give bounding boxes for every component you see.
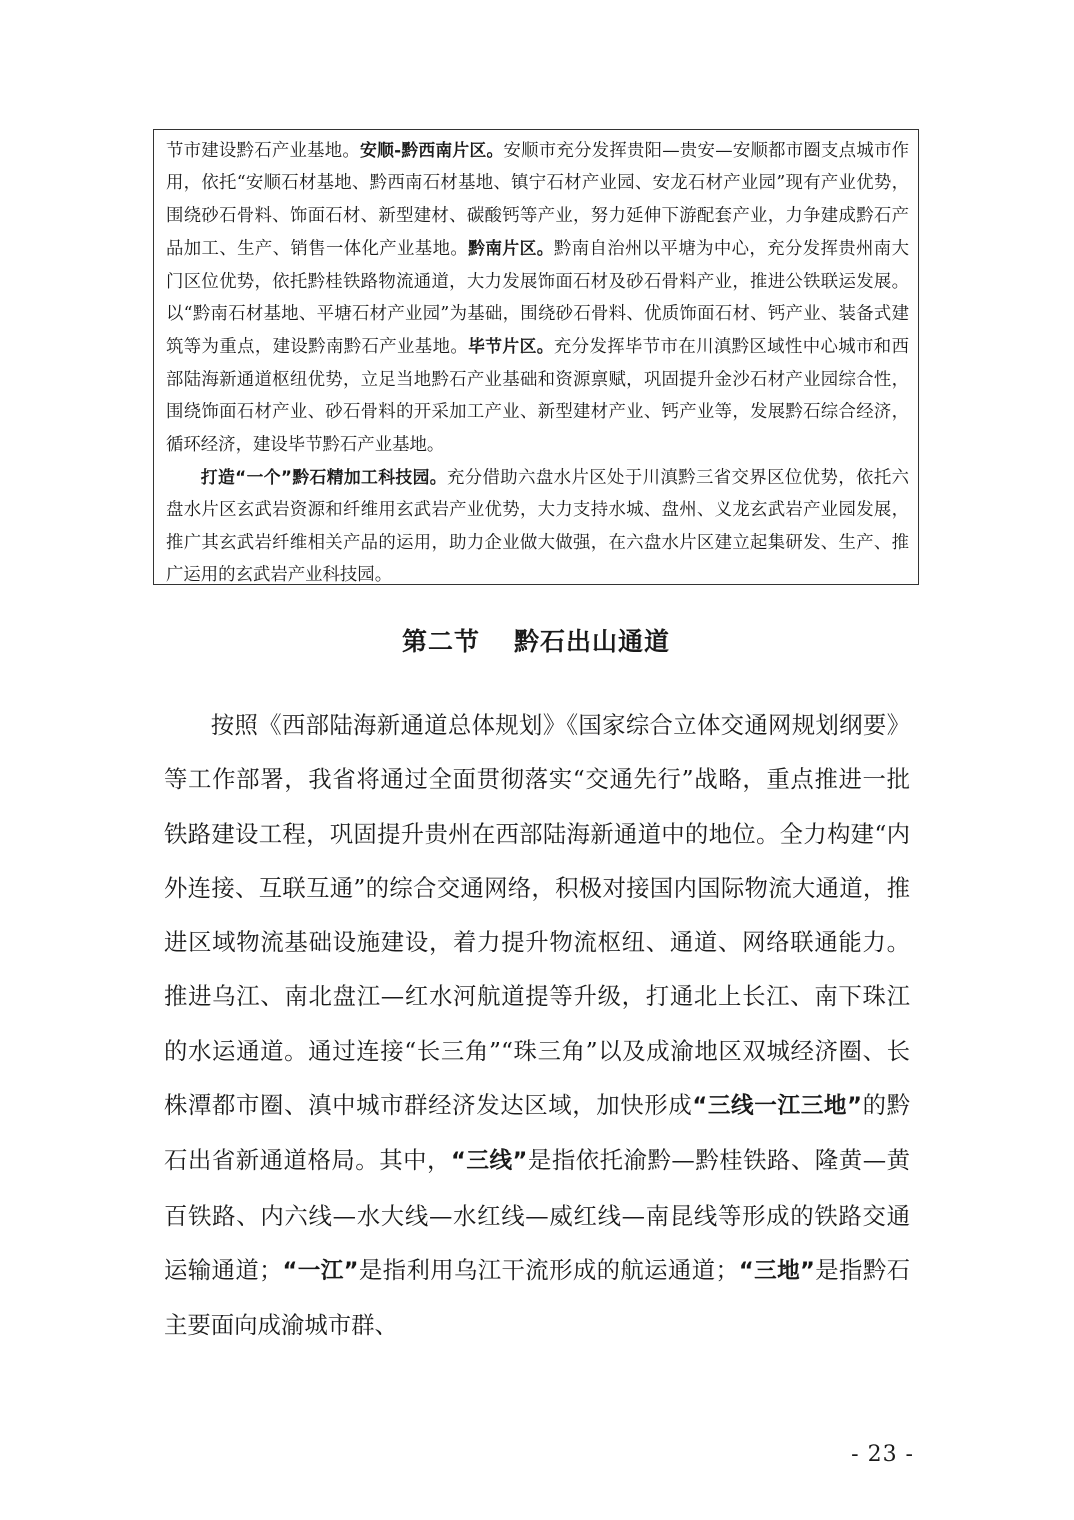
body-text: 是指黔石主要面向成渝城市群、	[164, 1255, 910, 1340]
emphasis-three-places: “三地”	[738, 1257, 815, 1284]
box-paragraph-tech-park	[166, 461, 909, 592]
box-text: 黔南自治州以平塘为中心，充分发挥贵州南大门区位优势，依托黔桂铁路物流通道，大力发展饰面石材及砂石骨料产业，推进公铁联运发展。以“黔南石材基地、平塘石材产业园”为基础，围绕砂石骨料、优质饰面石材、钙产业、装备式建筑等为重点，建设黔南黔石产业基地。	[166, 239, 909, 358]
region-heading-qiannan: 黔南片区。	[468, 238, 554, 259]
emphasis-three-lines-one-river: “三线一江三地”	[692, 1093, 862, 1120]
highlight-box	[153, 129, 919, 585]
body-text: 是指利用乌江干流形成的航运通道；	[358, 1255, 739, 1284]
box-text: 充分发挥毕节市在川滇黔区域性中心城市和西部陆海新通道枢纽优势，立足当地黔石产业基础和资源禀赋，巩固提升金沙石材产业园综合性，围绕饰面石材产业、砂石骨料的开采加工产业、新型建材产业、钙产业等，发展黔石综合经济，循环经济，建设毕节黔石产业基地。	[166, 337, 909, 455]
box-text: 充分借助六盘水片区处于川滇黔三省交界区位优势，依托六盘水片区玄武岩资源和纤维用玄武岩产业优势，大力支持水城、盘州、义龙玄武岩产业园发展，推广其玄武岩纤维相关产品的运用，助力企业做大做强，在六盘水片区建立起集研发、生产、推广运用的玄武岩产业科技园。	[166, 468, 909, 586]
box-text: 节市建设黔石产业基地。	[166, 141, 361, 161]
box-paragraph-regions	[166, 134, 909, 461]
box-text: 安顺市充分发挥贵阳—贵安—安顺都市圈支点城市作用，依托“安顺石材基地、黔西南石材基地、镇宁石材产业园、安龙石材产业园”现有产业优势，围绕砂石骨料、饰面石材、新型建材、碳酸钙等产业，努力延伸下游配套产业，力争建成黔石产品加工、生产、销售一体化产业基地。	[166, 141, 909, 260]
region-heading-anshun: 安顺-黔西南片区。	[360, 140, 504, 160]
emphasis-one-river: “一江”	[282, 1257, 359, 1284]
section-title	[153, 622, 919, 662]
body-text: 的黔石出省新通道格局。其中，	[164, 1091, 911, 1175]
page-number: - 23 -	[851, 1442, 914, 1467]
region-heading-bijie: 毕节片区。	[468, 336, 554, 357]
body-paragraph	[164, 698, 910, 1353]
tech-park-heading: 打造“一个”黔石精加工科技园。	[200, 467, 447, 488]
body-text: 是指依托渝黔—黔桂铁路、隆黄—黄百铁路、内六线—水大线—水红线—威红线—南昆线等形成的铁路交通运输通道；	[164, 1146, 911, 1284]
body-text: 按照《西部陆海新通道总体规划》《国家综合立体交通网规划纲要》等工作部署，我省将通过全面贯彻落实“交通先行”战略，重点推进一批铁路建设工程，巩固提升贵州在西部陆海新通道中的地位。全力构建“内外连接、互联互通”的综合交通网络，积极对接国内国际物流大通道，推进区域物流基础设施建设，着力提升物流枢纽、通道、网络联通能力。推进乌江、南北盘江—红水河航道提等升级，打通北上长江、南下珠江的水运通道。通过连接“长三角”“珠三角”以及成渝地区双城经济圈、长株潭都市圈、滇中城市群经济发达区域，加快形成	[164, 711, 910, 1120]
emphasis-three-lines: “三线”	[450, 1148, 528, 1175]
section-heading: 黔石出山通道	[514, 627, 671, 656]
section-number: 第二节	[401, 627, 480, 656]
